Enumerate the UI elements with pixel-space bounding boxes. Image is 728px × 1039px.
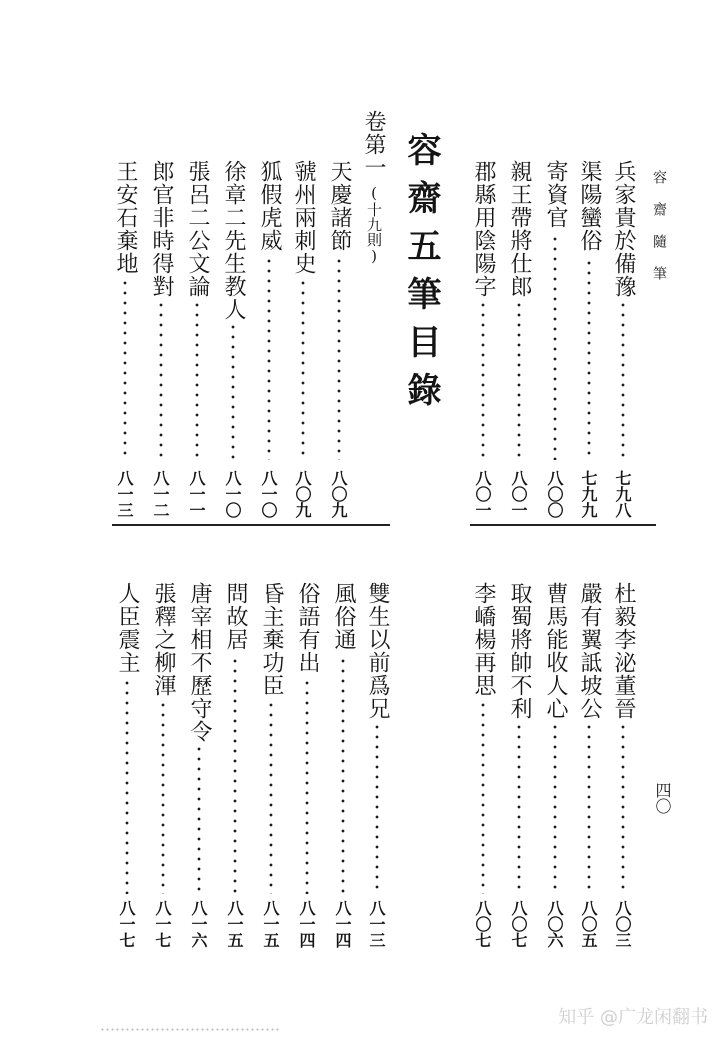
leader-dots xyxy=(621,722,625,894)
volume-entry-count: (十九則) xyxy=(365,184,383,265)
entry-page: 八〇一 xyxy=(509,470,528,518)
leader-dots xyxy=(125,678,129,894)
page-folio: 四〇 xyxy=(653,782,672,814)
entry-title: 郎官非時得對 xyxy=(149,160,174,298)
leader-dots xyxy=(553,722,557,894)
entry-title: 張釋之柳渾 xyxy=(151,582,176,697)
entry-title: 虢州兩刺史 xyxy=(291,160,316,275)
divider-rule-left xyxy=(112,524,390,526)
entry-page: 八一二 xyxy=(151,470,170,518)
entry-title: 唐宰相不歷守令 xyxy=(187,582,212,743)
entry-title: 杜毅李泌董晉 xyxy=(611,582,636,720)
leader-dots xyxy=(337,256,341,460)
leader-dots xyxy=(301,278,305,460)
entry-page: 八〇七 xyxy=(473,900,492,948)
leader-dots xyxy=(305,678,309,894)
leader-dots xyxy=(195,300,199,460)
scan-noise xyxy=(100,1028,280,1031)
entry-title: 狐假虎威 xyxy=(257,160,282,252)
entry-title: 王安石棄地 xyxy=(113,160,138,275)
leader-dots xyxy=(233,656,237,894)
entry-page: 八〇五 xyxy=(579,900,598,948)
entry-page: 八〇九 xyxy=(293,470,312,518)
watermark: 知乎 @广龙闲翻书 xyxy=(558,1007,708,1028)
leader-dots xyxy=(231,322,235,460)
entry-page: 八一〇 xyxy=(259,470,278,518)
leader-dots xyxy=(269,700,273,894)
entry-page: 八一五 xyxy=(261,900,280,948)
entry-page: 八〇三 xyxy=(613,900,632,948)
entry-title: 雙生以前爲兄 xyxy=(365,582,390,720)
leader-dots xyxy=(123,278,127,460)
entry-title: 張呂二公文論 xyxy=(185,160,210,298)
entry-title: 嚴有翼詆坡公 xyxy=(577,582,602,720)
entry-page: 七九八 xyxy=(613,470,632,518)
leader-dots xyxy=(517,300,521,460)
entry-title: 郡縣用陰陽字 xyxy=(471,160,496,298)
leader-dots xyxy=(587,722,591,894)
entry-page: 八〇〇 xyxy=(545,470,564,518)
entry-page: 八一三 xyxy=(367,900,386,948)
entry-title: 渠陽蠻俗 xyxy=(577,160,602,252)
entry-page: 八一七 xyxy=(117,900,136,948)
leader-dots xyxy=(621,300,625,460)
entry-title: 取蜀將帥不利 xyxy=(507,582,532,720)
leader-dots xyxy=(267,256,271,460)
entry-page: 八一一 xyxy=(187,470,206,518)
leader-dots xyxy=(341,656,345,894)
entry-page: 八一四 xyxy=(297,900,316,948)
entry-title: 親王帶將仕郎 xyxy=(507,160,532,298)
section-title: 容齋五筆目錄 xyxy=(401,132,441,420)
divider-rule-right xyxy=(470,524,656,526)
entry-page: 八一四 xyxy=(333,900,352,948)
entry-page: 八一〇 xyxy=(223,470,242,518)
entry-title: 李嶠楊再思 xyxy=(471,582,496,697)
volume-heading: 卷第一 xyxy=(361,110,386,179)
leader-dots xyxy=(197,744,201,894)
entry-title: 風俗通 xyxy=(331,582,356,651)
leader-dots xyxy=(553,234,557,460)
leader-dots xyxy=(517,722,521,894)
entry-page: 七九九 xyxy=(579,470,598,518)
entry-page: 八〇一 xyxy=(473,470,492,518)
leader-dots xyxy=(481,700,485,894)
leader-dots xyxy=(161,700,165,894)
entry-page: 八〇六 xyxy=(545,900,564,948)
entry-title: 人臣震主 xyxy=(115,582,140,674)
entry-page: 八一三 xyxy=(115,470,134,518)
leader-dots xyxy=(159,300,163,460)
entry-title: 徐章二先生教人 xyxy=(221,160,246,321)
entry-title: 兵家貴於備豫 xyxy=(611,160,636,298)
entry-title: 曹馬能收人心 xyxy=(543,582,568,720)
running-head: 容齋隨筆 xyxy=(651,170,667,298)
entry-title: 昏主棄功臣 xyxy=(259,582,284,697)
leader-dots xyxy=(375,722,379,894)
entry-title: 天慶諸節 xyxy=(327,160,352,252)
entry-page: 八一七 xyxy=(153,900,172,948)
entry-page: 八〇九 xyxy=(329,470,348,518)
leader-dots xyxy=(587,258,591,460)
entry-title: 寄資官 xyxy=(543,160,568,229)
leader-dots xyxy=(481,300,485,460)
entry-title: 俗語有出 xyxy=(295,582,320,674)
entry-page: 八一五 xyxy=(225,900,244,948)
entry-title: 問故居 xyxy=(223,582,248,651)
entry-page: 八〇七 xyxy=(509,900,528,948)
entry-page: 八一六 xyxy=(189,900,208,948)
